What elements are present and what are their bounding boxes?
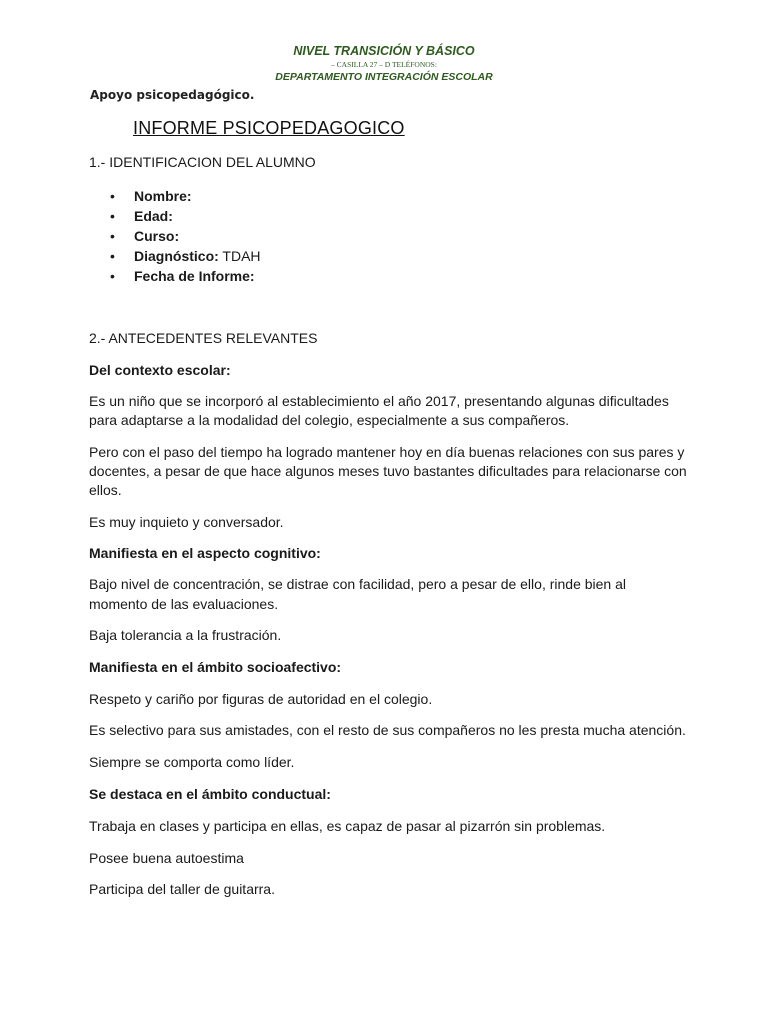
- school-level-title: NIVEL TRANSICIÓN Y BÁSICO: [293, 44, 475, 58]
- field-value: TDAH: [218, 248, 261, 264]
- cognitivo-heading: Manifiesta en el aspecto cognitivo:: [89, 545, 321, 561]
- paragraph: Trabaja en clases y participa en ellas, es capaz de pasar al pizarrón sin problemas.: [89, 818, 606, 834]
- list-item: [110, 246, 510, 266]
- paragraph-line: Bajo nivel de concentración, se distrae con facilidad, pero a pesar de ello, rinde bien al: [89, 576, 626, 592]
- paragraph: Es muy inquieto y conversador.: [89, 514, 284, 530]
- paragraph-line: Es un niño que se incorporó al establecimiento el año 2017, presentando algunas dificultades: [89, 393, 669, 409]
- bullet-icon: •: [110, 188, 115, 204]
- bullet-icon: •: [110, 268, 115, 284]
- field-label: Edad:: [134, 208, 173, 224]
- paragraph-line: momento de las evaluaciones.: [89, 596, 279, 612]
- bullet-icon: •: [110, 228, 115, 244]
- socioafectivo-heading: Manifiesta en el ámbito socioafectivo:: [89, 659, 342, 675]
- paragraph: Respeto y cariño por figuras de autoridad en el colegio.: [89, 691, 433, 707]
- field-label: Fecha de Informe:: [134, 268, 255, 284]
- document-subtitle: Apoyo psicopedagógico.: [90, 88, 255, 102]
- paragraph-line: ellos.: [89, 482, 122, 498]
- bullet-icon: •: [110, 208, 115, 224]
- department-title: DEPARTAMENTO INTEGRACIÓN ESCOLAR: [275, 71, 493, 83]
- conductual-heading: Se destaca en el ámbito conductual:: [89, 786, 331, 802]
- field-label: Nombre:: [134, 188, 192, 204]
- paragraph-line: Pero con el paso del tiempo ha logrado mantener hoy en día buenas relaciones con sus pares y: [89, 444, 685, 460]
- list-item: [110, 226, 510, 246]
- school-address: – CASILLA 27 – D TELÉFONOS:: [331, 60, 437, 69]
- list-item: [110, 206, 510, 226]
- report-title: INFORME PSICOPEDAGOGICO: [133, 118, 405, 138]
- section1-heading: 1.- IDENTIFICACION DEL ALUMNO: [89, 154, 316, 170]
- section2-heading: 2.- ANTECEDENTES RELEVANTES: [89, 330, 318, 346]
- paragraph-line: docentes, a pesar de que hace algunos meses tuvo bastantes dificultades para relacionarse con: [89, 463, 687, 479]
- paragraph-line: para adaptarse a la modalidad del colegio, especialmente a sus compañeros.: [89, 412, 570, 428]
- field-label: Curso:: [134, 228, 180, 244]
- bullet-icon: •: [110, 248, 115, 264]
- paragraph: Posee buena autoestima: [89, 850, 244, 866]
- paragraph: Participa del taller de guitarra.: [89, 881, 275, 897]
- list-item: [110, 266, 510, 286]
- list-item: [110, 186, 510, 206]
- contexto-heading: Del contexto escolar:: [89, 362, 231, 378]
- paragraph: Baja tolerancia a la frustración.: [89, 627, 282, 643]
- paragraph: Es selectivo para sus amistades, con el resto de sus compañeros no les presta mucha atención.: [89, 722, 686, 738]
- paragraph: Siempre se comporta como líder.: [89, 754, 295, 770]
- field-label: Diagnóstico:: [134, 248, 219, 264]
